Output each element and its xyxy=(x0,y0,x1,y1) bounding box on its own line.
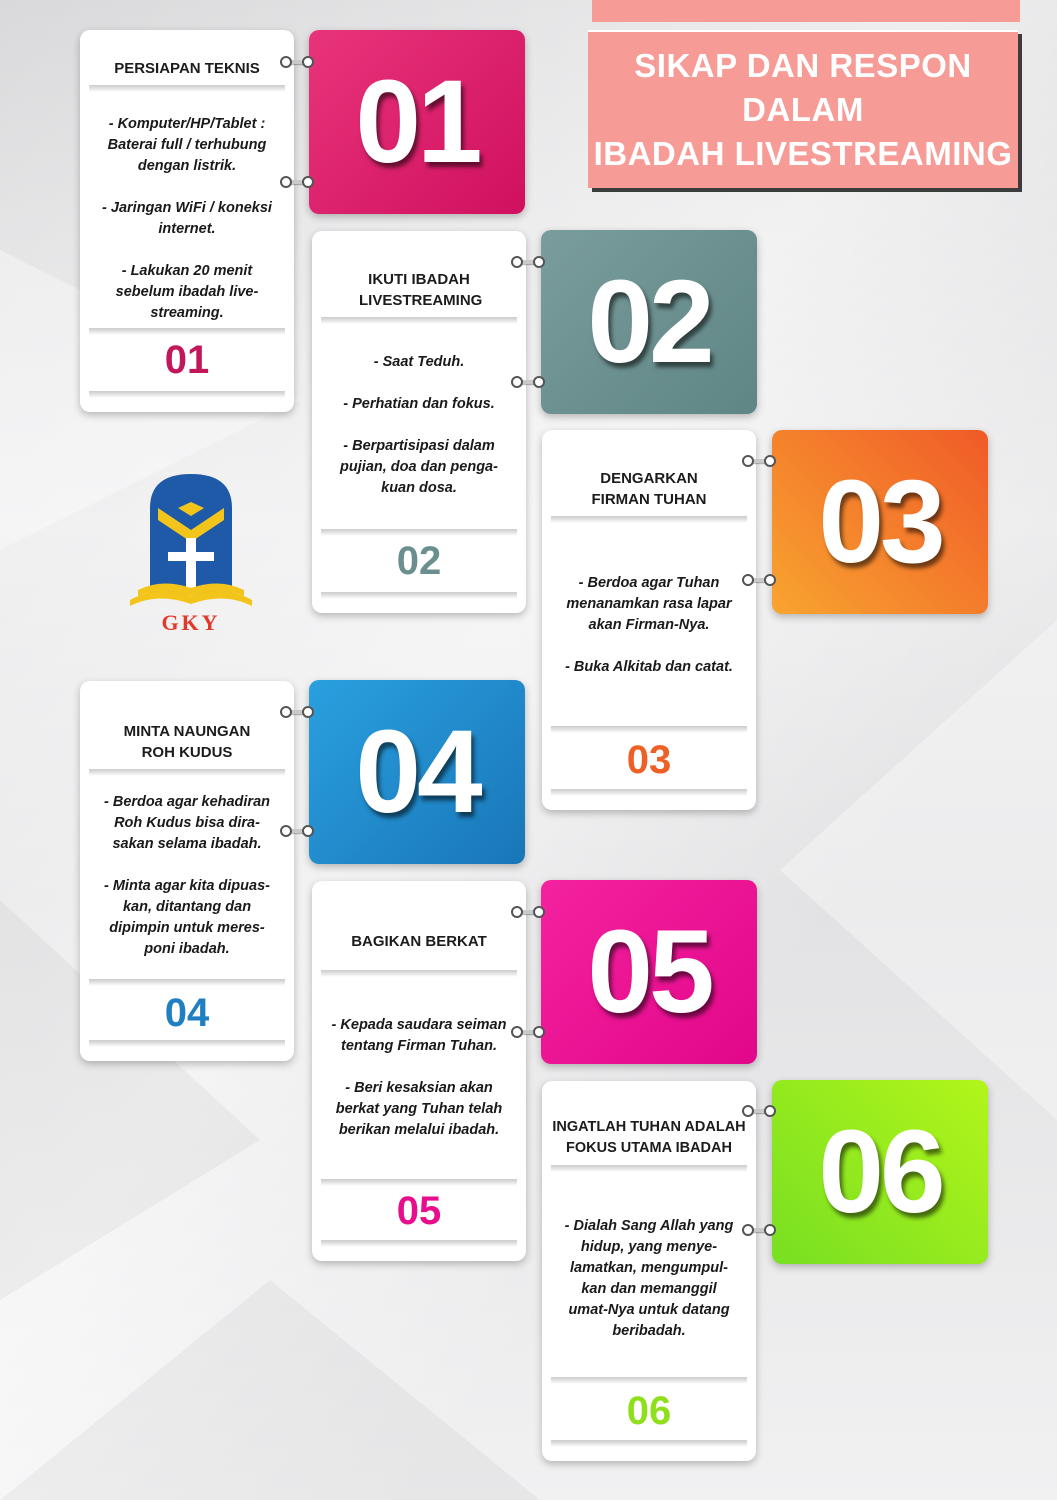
logo-text: GKY xyxy=(161,610,221,635)
step-number-large: 05 xyxy=(587,906,711,1038)
binder-ring-icon xyxy=(511,1026,545,1038)
step-number-small: 06 xyxy=(626,1389,672,1433)
binder-ring-icon xyxy=(280,706,314,718)
title-divider xyxy=(321,970,517,977)
step-number-small: 05 xyxy=(396,1189,442,1233)
step-card-05 xyxy=(312,881,526,1261)
step-title: BAGIKAN BERKAT xyxy=(351,933,487,950)
step-body xyxy=(561,1216,737,1363)
step-bullet: - Jaringan WiFi / koneksi internet. xyxy=(102,200,272,237)
number-divider xyxy=(551,1377,747,1384)
step-card-04 xyxy=(80,681,294,1061)
number-divider xyxy=(89,328,285,335)
page-title xyxy=(588,30,1018,188)
step-title: DENGARKAN FIRMAN TUHAN xyxy=(591,470,707,508)
step-bullet: - Kepada saudara seiman tentang Firman Tuhan. xyxy=(331,1017,507,1054)
step-bullet: - Komputer/HP/Tablet : Baterai full / terhubung dengan listrik. xyxy=(107,116,267,174)
step-tile-04 xyxy=(309,680,525,864)
step-bullet: - Perhatian dan fokus. xyxy=(343,396,495,412)
step-body xyxy=(561,573,737,699)
step-bullet: - Saat Teduh. xyxy=(373,354,465,370)
step-number-large: 04 xyxy=(355,706,479,838)
binder-ring-icon xyxy=(280,825,314,837)
step-number-large: 02 xyxy=(587,256,711,388)
step-card-03 xyxy=(542,430,756,810)
binder-ring-icon xyxy=(511,906,545,918)
step-card-01 xyxy=(80,30,294,412)
step-bullet: - Berpartisipasi dalam pujian, doa dan penga-kuan dosa. xyxy=(340,438,498,496)
step-bullet: - Berdoa agar Tuhan menanamkan rasa lapar akan Firman-Nya. xyxy=(566,575,732,633)
step-tile-02 xyxy=(541,230,757,414)
number-divider xyxy=(89,391,285,398)
step-bullet: - Lakukan 20 menit sebelum ibadah live-streaming. xyxy=(115,263,259,321)
step-number-large: 01 xyxy=(355,56,479,188)
step-bullet: - Beri kesaksian akan berkat yang Tuhan telah berikan melalui ibadah. xyxy=(335,1080,503,1138)
step-card-02 xyxy=(312,231,526,613)
step-bullet: - Dialah Sang Allah yang hidup, yang menye-lamatkan, mengumpul-kan dan memanggil umat-Nya untuk datang beribadah. xyxy=(564,1218,734,1339)
number-divider xyxy=(321,1240,517,1247)
title-divider xyxy=(89,769,285,776)
step-title: MINTA NAUNGAN ROH KUDUS xyxy=(123,723,251,761)
step-title: INGATLAH TUHAN ADALAH FOKUS UTAMA IBADAH xyxy=(552,1119,746,1156)
binder-ring-icon xyxy=(511,256,545,268)
number-divider xyxy=(551,1440,747,1447)
step-number-small: 03 xyxy=(626,738,672,782)
title-decor-strip xyxy=(592,0,1020,22)
title-line-3: IBADAH LIVESTREAMING xyxy=(593,135,1013,172)
step-number-small: 02 xyxy=(396,539,442,583)
step-bullet: - Buka Alkitab dan catat. xyxy=(565,659,733,675)
step-body xyxy=(99,792,275,981)
number-divider xyxy=(321,1179,517,1186)
binder-ring-icon xyxy=(280,176,314,188)
number-divider xyxy=(321,592,517,599)
step-number-large: 03 xyxy=(818,456,942,588)
number-divider xyxy=(551,726,747,733)
background-facet xyxy=(0,1280,540,1500)
step-card-06 xyxy=(542,1081,756,1461)
step-body xyxy=(99,114,275,345)
binder-ring-icon xyxy=(511,376,545,388)
title-divider xyxy=(89,85,285,92)
step-body xyxy=(331,1015,507,1162)
step-bullet: - Minta agar kita dipuas-kan, ditantang dan dipimpin untuk meres-poni ibadah. xyxy=(104,878,270,957)
number-divider xyxy=(89,979,285,986)
number-divider xyxy=(321,529,517,536)
step-tile-03 xyxy=(772,430,988,614)
title-line-2: DALAM xyxy=(742,91,864,128)
step-tile-01 xyxy=(309,30,525,214)
step-title: IKUTI IBADAH LIVESTREAMING xyxy=(359,271,483,309)
step-bullet: - Berdoa agar kehadiran Roh Kudus bisa dira-sakan selama ibadah. xyxy=(104,794,270,852)
number-divider xyxy=(551,789,747,796)
binder-ring-icon xyxy=(742,1224,776,1236)
step-tile-05 xyxy=(541,880,757,1064)
number-divider xyxy=(89,1040,285,1047)
binder-ring-icon xyxy=(742,1105,776,1117)
title-line-1: SIKAP DAN RESPON xyxy=(634,47,972,84)
step-number-small: 01 xyxy=(164,338,210,382)
background-facet xyxy=(780,620,1057,1120)
step-title: PERSIAPAN TEKNIS xyxy=(114,60,260,77)
title-divider xyxy=(321,317,517,324)
title-divider xyxy=(551,516,747,523)
gky-church-logo-icon xyxy=(128,468,254,638)
step-number-small: 04 xyxy=(164,991,210,1035)
step-number-large: 06 xyxy=(818,1106,942,1238)
step-tile-06 xyxy=(772,1080,988,1264)
title-divider xyxy=(551,1165,747,1172)
binder-ring-icon xyxy=(742,574,776,586)
binder-ring-icon xyxy=(280,56,314,68)
step-body xyxy=(331,352,507,520)
binder-ring-icon xyxy=(742,455,776,467)
